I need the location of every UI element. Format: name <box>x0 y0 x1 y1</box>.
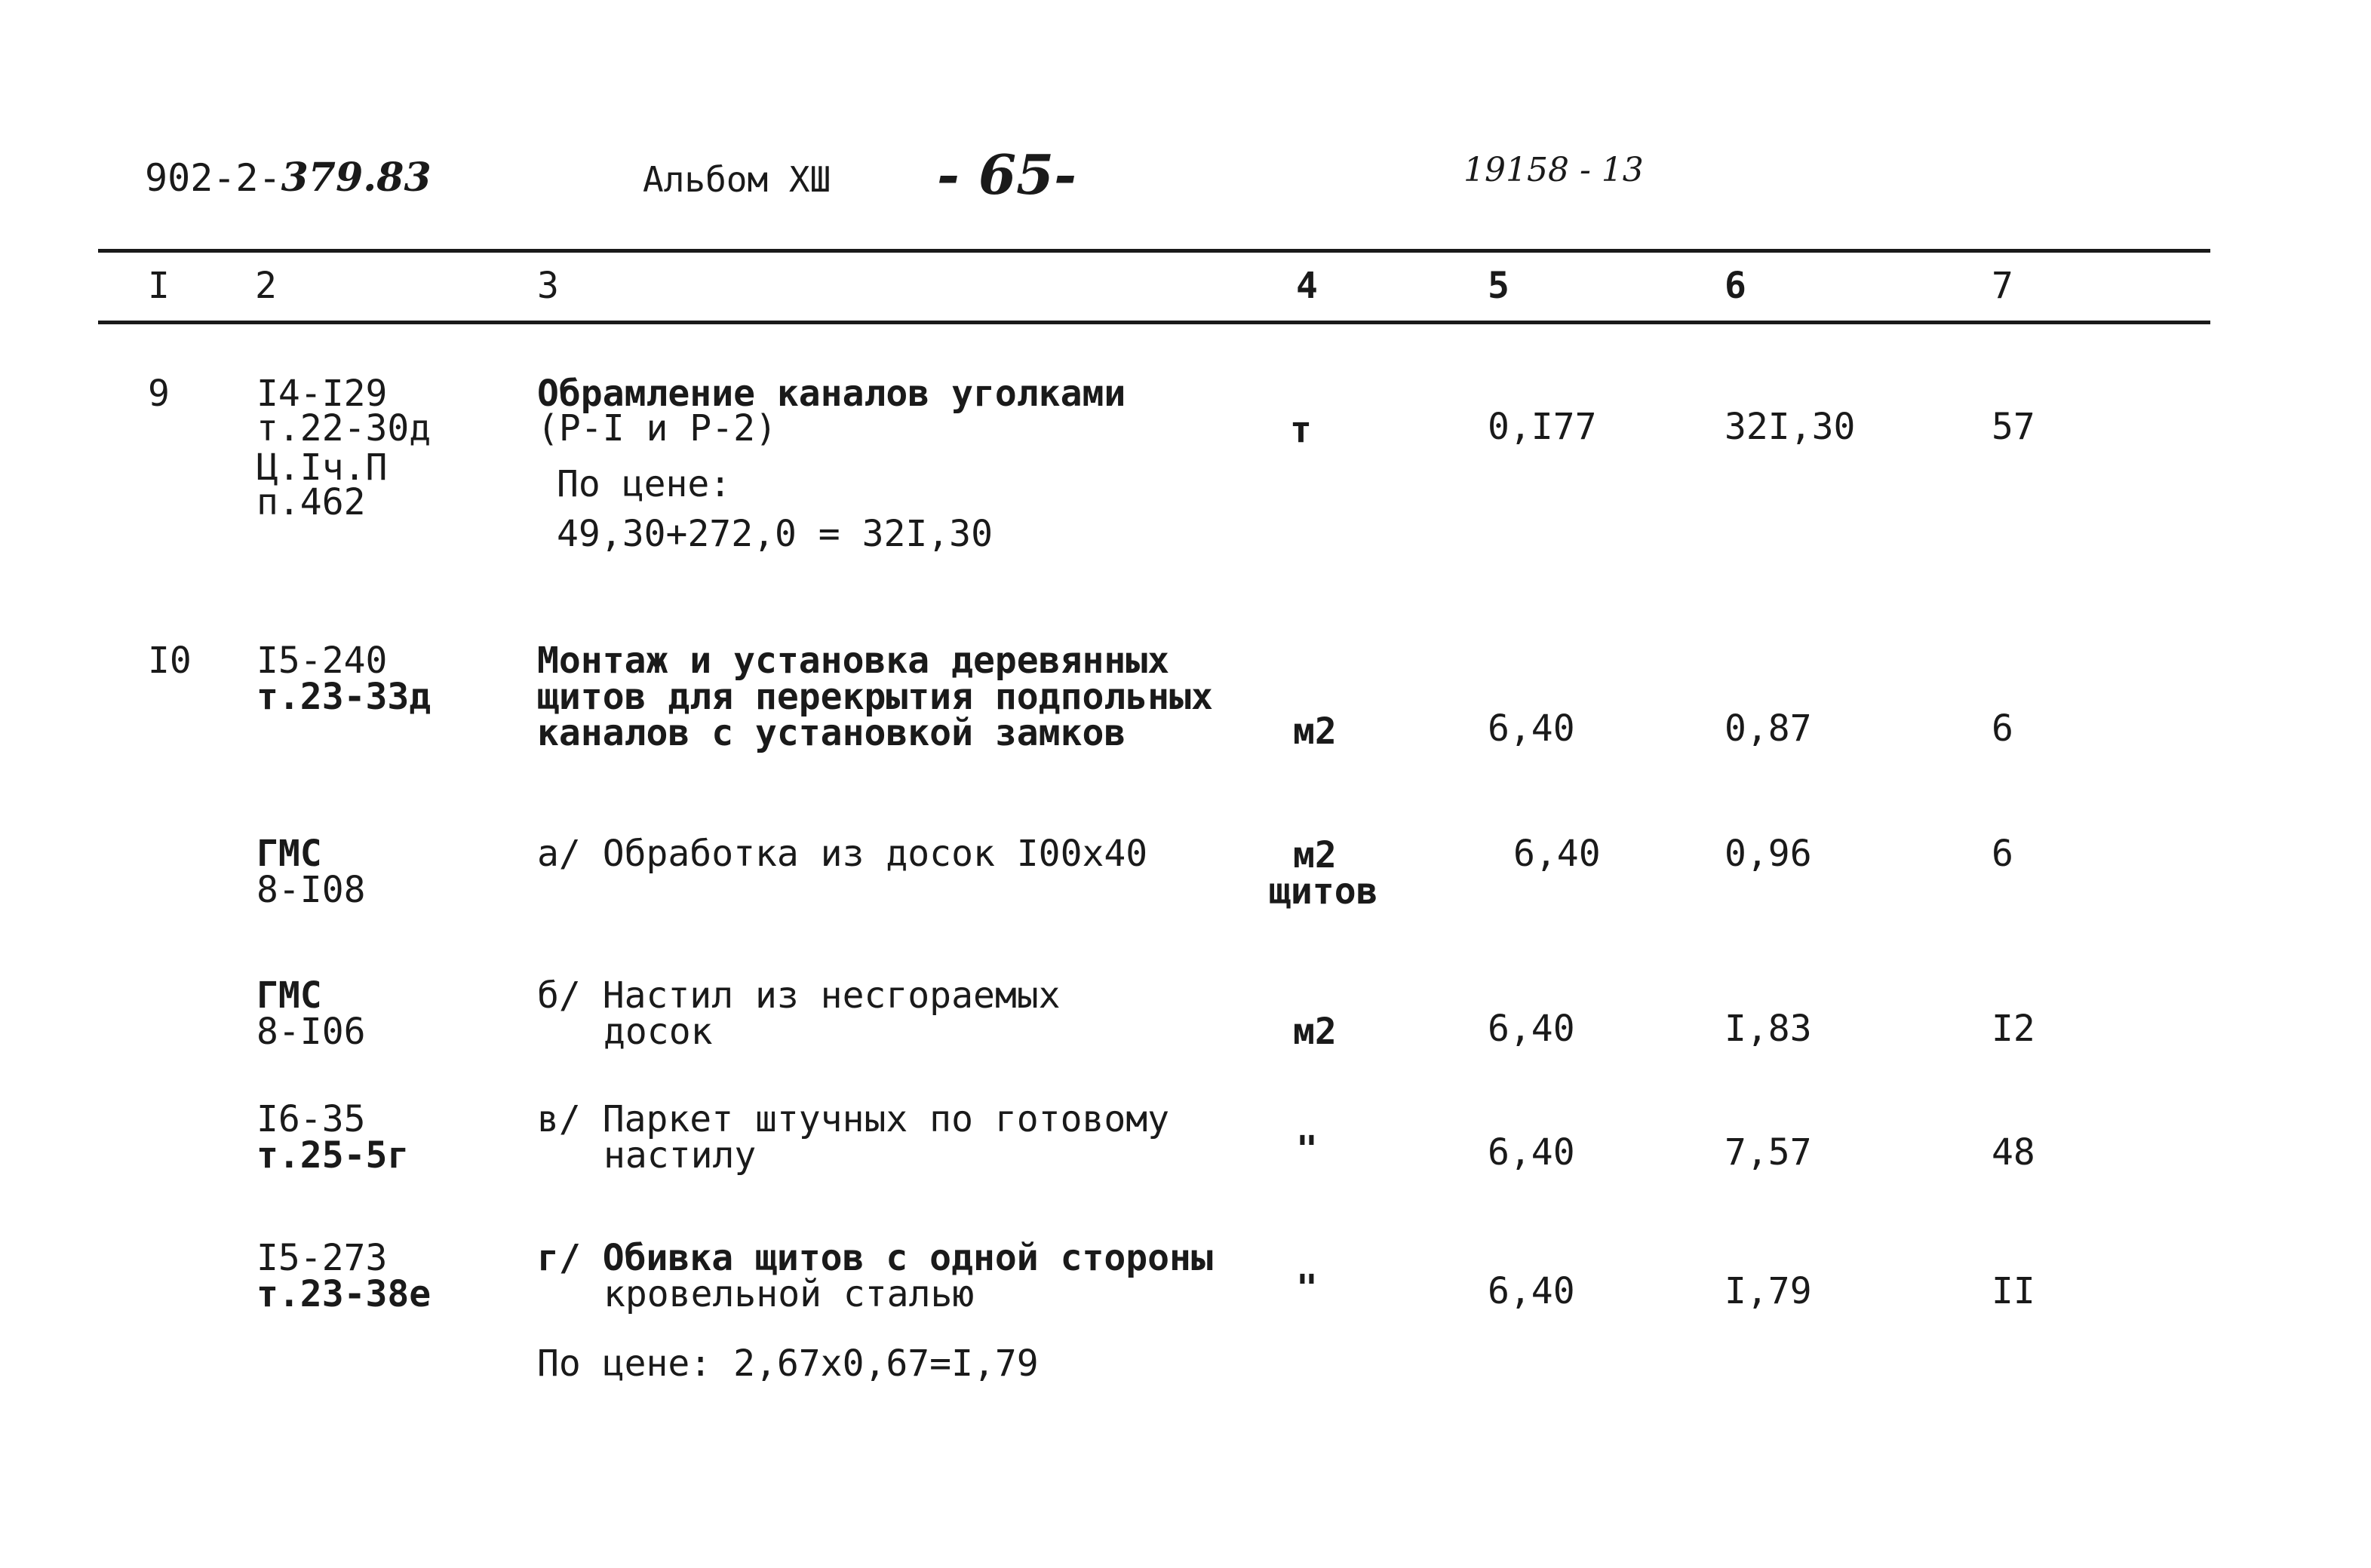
work-description: а/ Обработка из досок I00х40 <box>537 833 1148 875</box>
work-description: (Р-I и Р-2) <box>537 407 777 450</box>
quantity: 6,40 <box>1488 1131 1575 1174</box>
unit: м2 <box>1293 1011 1337 1053</box>
unit-price: 0,87 <box>1725 707 1812 750</box>
norm-code: т.23-33д <box>256 676 432 718</box>
unit-price: 0,96 <box>1725 833 1812 875</box>
archive-stamp: 19158 - 13 <box>1463 151 1644 189</box>
price-note: По цене: 2,67х0,67=I,79 <box>537 1342 1039 1385</box>
total-cost: 48 <box>1992 1131 2035 1174</box>
total-cost: 6 <box>1992 833 2013 875</box>
unit: " <box>1296 1128 1318 1171</box>
norm-code: ГМС <box>256 974 322 1017</box>
norm-code: I5-273 <box>256 1237 388 1279</box>
work-description: б/ Настил из несгораемых <box>537 974 1061 1017</box>
norm-code: п.462 <box>256 481 366 523</box>
norm-code: I4-I29 <box>256 373 388 415</box>
work-description: Обрамление каналов уголками <box>537 373 1126 415</box>
work-description: г/ Обивка щитов с одной стороны <box>537 1237 1213 1279</box>
row-number: I0 <box>148 640 192 682</box>
norm-code: т.22-30д <box>256 407 432 450</box>
work-description: Монтаж и установка деревянных <box>537 640 1170 682</box>
table-top-rule <box>98 249 2210 253</box>
unit: м2 <box>1293 834 1337 876</box>
work-description: в/ Паркет штучных по готовому <box>537 1098 1170 1140</box>
work-description: щитов для перекрытия подпольных <box>537 676 1213 718</box>
document-code: 902-2-379.83 <box>145 155 432 201</box>
work-description: кровельной сталью <box>603 1273 975 1315</box>
norm-code: т.23-38е <box>256 1273 432 1315</box>
column-header: I <box>148 265 170 307</box>
quantity: 6,40 <box>1488 1008 1575 1050</box>
total-cost: 6 <box>1992 707 2013 750</box>
unit-price: I,79 <box>1725 1270 1812 1312</box>
total-cost: 57 <box>1992 406 2035 448</box>
page-number: - 65- <box>937 143 1077 207</box>
column-header: 2 <box>255 265 277 307</box>
norm-code: т.25-5г <box>256 1134 410 1177</box>
work-description: досок <box>603 1011 713 1053</box>
norm-code: 8-I08 <box>256 869 366 911</box>
total-cost: II <box>1992 1270 2035 1312</box>
unit: т <box>1290 409 1312 451</box>
album-label: Альбом ХШ <box>643 159 831 200</box>
norm-code: I5-240 <box>256 640 388 682</box>
column-header: 6 <box>1725 265 1746 307</box>
quantity: 6,40 <box>1488 707 1575 750</box>
norm-code: 8-I06 <box>256 1011 366 1053</box>
column-header: 3 <box>537 265 559 307</box>
quantity: 6,40 <box>1488 1270 1575 1312</box>
column-header: 4 <box>1296 265 1318 307</box>
unit: м2 <box>1293 710 1337 753</box>
column-header: 5 <box>1488 265 1510 307</box>
unit: " <box>1296 1267 1318 1309</box>
quantity: 0,I77 <box>1488 406 1597 448</box>
work-description: каналов с установкой замков <box>537 712 1126 754</box>
table-header-rule <box>98 321 2210 324</box>
total-cost: I2 <box>1992 1008 2035 1050</box>
column-header: 7 <box>1992 265 2013 307</box>
row-number: 9 <box>148 373 170 415</box>
unit-price: 7,57 <box>1725 1131 1812 1174</box>
unit-price: I,83 <box>1725 1008 1812 1050</box>
norm-code: ГМС <box>256 833 322 875</box>
price-note: По цене: <box>557 463 732 505</box>
norm-code: Ц.Iч.П <box>256 446 388 489</box>
unit-price: 32I,30 <box>1725 406 1856 448</box>
price-note: 49,30+272,0 = 32I,30 <box>557 513 993 555</box>
work-description: настилу <box>603 1134 757 1177</box>
quantity: 6,40 <box>1513 833 1601 875</box>
unit: щитов <box>1269 870 1378 913</box>
norm-code: I6-35 <box>256 1098 366 1140</box>
